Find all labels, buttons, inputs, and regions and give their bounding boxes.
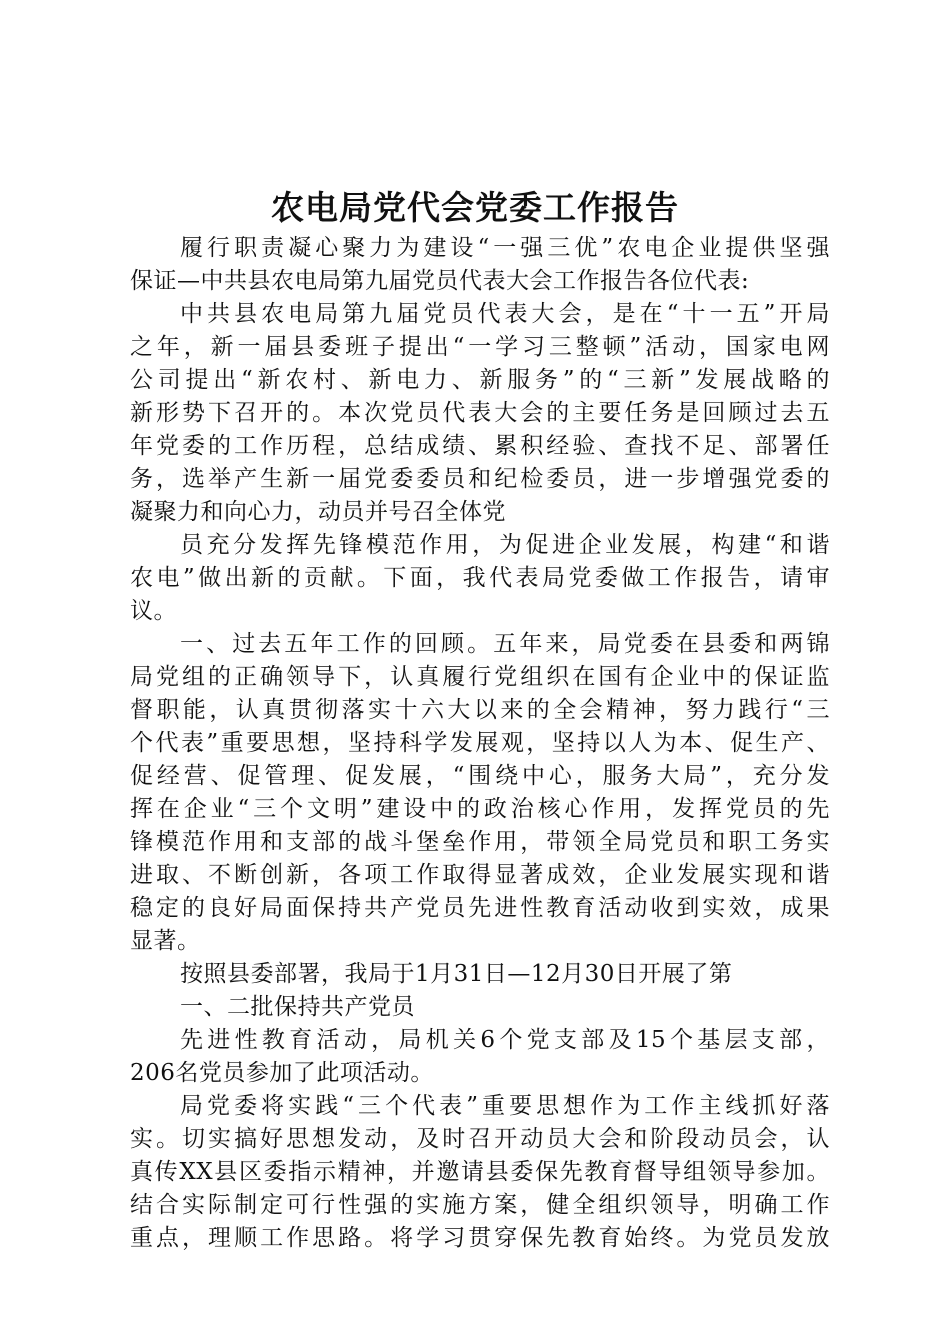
text-line: 结合实际制定可行性强的实施方案，健全组织领导，明确工作	[130, 1192, 830, 1218]
text-line: 凝聚力和向心力，动员并号召全体党	[130, 499, 506, 525]
text-line: 稳定的良好局面保持共产党员先进性教育活动收到实效，成果	[130, 895, 830, 921]
text-line: 局党委将实践“三个代表”重要思想作为工作主线抓好落	[180, 1093, 830, 1119]
text-line: 真传XX县区委指示精神，并邀请县委保先教育督导组领导参加。	[130, 1159, 830, 1185]
text-line: 局党组的正确领导下，认真履行党组织在国有企业中的保证监	[130, 664, 830, 690]
text-line: 重点，理顺工作思路。将学习贯穿保先教育始终。为党员发放	[130, 1225, 830, 1251]
document-title: 农电局党代会党委工作报告	[271, 188, 679, 227]
text-line: 实。切实搞好思想发动，及时召开动员大会和阶段动员会，认	[130, 1126, 830, 1152]
text-line: 年党委的工作历程，总结成绩、累积经验、查找不足、部署任	[130, 433, 830, 459]
text-line: 之年，新一届县委班子提出“一学习三整顿”活动，国家电网	[130, 334, 830, 360]
text-line: 先进性教育活动，局机关6个党支部及15个基层支部，	[180, 1027, 830, 1053]
text-line: 公司提出“新农村、新电力、新服务”的“三新”发展战略的	[130, 367, 830, 393]
text-line: 农电”做出新的贡献。下面，我代表局党委做工作报告，请审	[130, 565, 830, 591]
text-line: 员充分发挥先锋模范作用，为促进企业发展，构建“和谐	[180, 532, 830, 558]
document-body	[130, 232, 830, 1255]
text-line: 锋模范作用和支部的战斗堡垒作用，带领全局党员和职工务实	[130, 829, 830, 855]
text-line: 履行职责凝心聚力为建设“一强三优”农电企业提供坚强	[180, 235, 830, 261]
text-line: 中共县农电局第九届党员代表大会，是在“十一五”开局	[180, 301, 830, 327]
text-line: 显著。	[130, 928, 201, 954]
text-line: 务，选举产生新一届党委委员和纪检委员，进一步增强党委的	[130, 466, 830, 492]
text-line: 个代表”重要思想，坚持科学发展观，坚持以人为本、促生产、	[130, 730, 830, 756]
text-line: 保证—中共县农电局第九届党员代表大会工作报告各位代表:	[130, 268, 750, 294]
text-line: 议。	[130, 598, 177, 624]
text-line: 促经营、促管理、促发展，“围绕中心，服务大局”，充分发	[130, 763, 830, 789]
text-line: 一、过去五年工作的回顾。五年来，局党委在县委和两锦	[180, 631, 830, 657]
text-line: 一、二批保持共产党员	[180, 994, 415, 1020]
text-line: 206名党员参加了此项活动。	[130, 1060, 434, 1086]
text-line: 按照县委部署，我局于1月31日—12月30日开展了第	[180, 961, 733, 987]
text-line: 挥在企业“三个文明”建设中的政治核心作用，发挥党员的先	[130, 796, 830, 822]
text-line: 督职能，认真贯彻落实十六大以来的全会精神，努力践行“三	[130, 697, 830, 723]
text-line: 进取、不断创新，各项工作取得显著成效，企业发展实现和谐	[130, 862, 830, 888]
text-line: 新形势下召开的。本次党员代表大会的主要任务是回顾过去五	[130, 400, 830, 426]
